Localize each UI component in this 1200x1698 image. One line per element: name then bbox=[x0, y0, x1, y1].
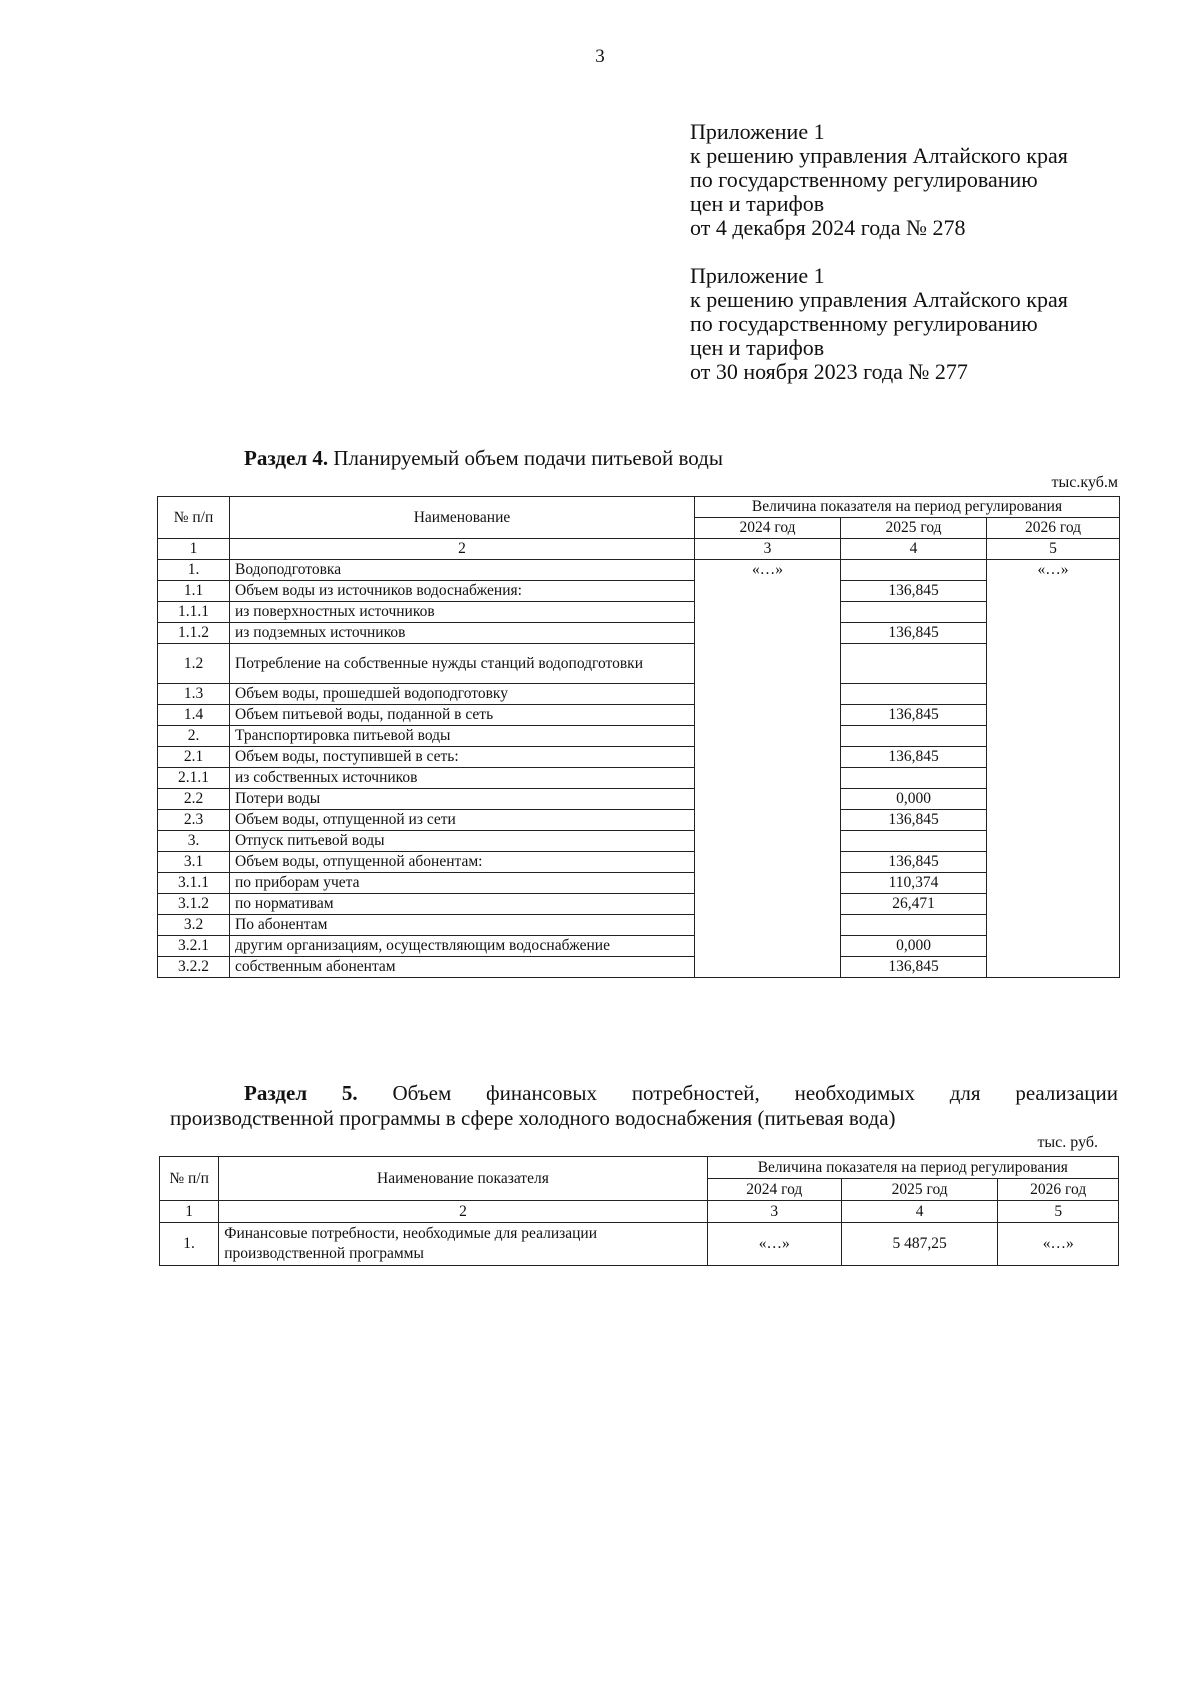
col-number: 5 bbox=[987, 539, 1120, 560]
row-value-2025 bbox=[841, 644, 987, 684]
header-num: № п/п bbox=[158, 497, 230, 539]
header-year-2024: 2024 год bbox=[707, 1179, 841, 1201]
col-number: 3 bbox=[695, 539, 841, 560]
section-5-title-line2: производственной программы в сфере холодного водоснабжения (питьевая вода) bbox=[170, 1106, 896, 1130]
col-number: 2 bbox=[219, 1201, 707, 1223]
appendix-line: по государственному регулированию bbox=[690, 167, 1038, 192]
section-5-title bbox=[170, 1081, 1118, 1131]
col-number: 1 bbox=[160, 1201, 219, 1223]
row-name: Объем воды, отпущенной из сети bbox=[230, 810, 695, 831]
row-number: 1. bbox=[160, 1223, 219, 1266]
row-value-2025: 136,845 bbox=[841, 581, 987, 602]
row-name: Потребление на собственные нужды станций водоподготовки bbox=[230, 644, 695, 684]
row-name: по нормативам bbox=[230, 894, 695, 915]
row-value-2025 bbox=[841, 602, 987, 623]
appendix-line: к решению управления Алтайского края bbox=[690, 143, 1068, 168]
header-num: № п/п bbox=[160, 1157, 219, 1201]
table-row bbox=[158, 936, 1120, 957]
row-number: 1. bbox=[158, 560, 230, 581]
row-number: 1.1 bbox=[158, 581, 230, 602]
row-value-2025: 136,845 bbox=[841, 810, 987, 831]
row-number: 1.1.1 bbox=[158, 602, 230, 623]
appendix-line: цен и тарифов bbox=[690, 335, 825, 360]
col-number: 1 bbox=[158, 539, 230, 560]
appendix-header-previous bbox=[690, 264, 1160, 384]
row-value-2025: 136,845 bbox=[841, 747, 987, 768]
row-name: собственным абонентам bbox=[230, 957, 695, 978]
appendix-line: от 30 ноября 2023 года № 277 bbox=[690, 359, 968, 384]
row-number: 1.3 bbox=[158, 684, 230, 705]
row-number: 3.1.1 bbox=[158, 873, 230, 894]
row-name: Транспортировка питьевой воды bbox=[230, 726, 695, 747]
row-name: по приборам учета bbox=[230, 873, 695, 894]
row-value-2025: 0,000 bbox=[841, 936, 987, 957]
section-4-unit: тыс.куб.м bbox=[1051, 474, 1118, 491]
header-period: Величина показателя на период регулирования bbox=[695, 497, 1120, 518]
header-year-2024: 2024 год bbox=[695, 518, 841, 539]
water-volume-table bbox=[157, 496, 1120, 978]
table-row bbox=[158, 873, 1120, 894]
col-number: 4 bbox=[841, 1201, 997, 1223]
row-value-2024: «…» bbox=[695, 560, 841, 978]
row-number: 2.2 bbox=[158, 789, 230, 810]
table-row bbox=[158, 747, 1120, 768]
row-value-2026: «…» bbox=[987, 560, 1120, 978]
header-period: Величина показателя на период регулирования bbox=[707, 1157, 1118, 1179]
row-name: Объем воды, отпущенной абонентам: bbox=[230, 852, 695, 873]
table-row bbox=[158, 644, 1120, 684]
row-value-2025: 136,845 bbox=[841, 852, 987, 873]
row-number: 1.2 bbox=[158, 644, 230, 684]
section-4-label: Раздел 4. bbox=[244, 446, 329, 470]
table-row bbox=[158, 726, 1120, 747]
table-row bbox=[158, 560, 1120, 581]
row-value-2025 bbox=[841, 831, 987, 852]
row-name: из поверхностных источников bbox=[230, 602, 695, 623]
page-number: 3 bbox=[595, 46, 605, 67]
table-row bbox=[158, 684, 1120, 705]
section-5-label: Раздел 5. bbox=[244, 1081, 358, 1105]
row-name: По абонентам bbox=[230, 915, 695, 936]
section-5-title-line1: Объем финансовых потребностей, необходимых для реализации bbox=[392, 1081, 1118, 1105]
header-year-2026: 2026 год bbox=[998, 1179, 1119, 1201]
table-row bbox=[158, 831, 1120, 852]
appendix-line: Приложение 1 bbox=[690, 263, 825, 288]
financial-needs-table bbox=[159, 1156, 1119, 1266]
row-value-2025: 136,845 bbox=[841, 957, 987, 978]
col-number: 3 bbox=[707, 1201, 841, 1223]
table-row bbox=[158, 705, 1120, 726]
row-number: 2. bbox=[158, 726, 230, 747]
row-number: 3.1 bbox=[158, 852, 230, 873]
row-name: Объем воды из источников водоснабжения: bbox=[230, 581, 695, 602]
appendix-line: цен и тарифов bbox=[690, 191, 825, 216]
row-name: Потери воды bbox=[230, 789, 695, 810]
header-name: Наименование показателя bbox=[219, 1157, 707, 1201]
table-row bbox=[158, 894, 1120, 915]
row-number: 1.4 bbox=[158, 705, 230, 726]
row-value-2024: «…» bbox=[707, 1223, 841, 1266]
header-name: Наименование bbox=[230, 497, 695, 539]
row-number: 2.3 bbox=[158, 810, 230, 831]
row-name: Отпуск питьевой воды bbox=[230, 831, 695, 852]
row-name: Объем воды, поступившей в сеть: bbox=[230, 747, 695, 768]
row-value-2025: 5 487,25 bbox=[841, 1223, 997, 1266]
row-value-2025: 136,845 bbox=[841, 705, 987, 726]
row-value-2025 bbox=[841, 768, 987, 789]
col-number: 4 bbox=[841, 539, 987, 560]
header-year-2025: 2025 год bbox=[841, 1179, 997, 1201]
row-name: Водоподготовка bbox=[230, 560, 695, 581]
table-row bbox=[158, 602, 1120, 623]
table-row bbox=[160, 1223, 1119, 1266]
table-row bbox=[158, 581, 1120, 602]
row-number: 1.1.2 bbox=[158, 623, 230, 644]
table-row bbox=[158, 810, 1120, 831]
section-4-title bbox=[244, 446, 723, 471]
row-number: 3.2.1 bbox=[158, 936, 230, 957]
appendix-line: от 4 декабря 2024 года № 278 bbox=[690, 215, 966, 240]
col-number: 2 bbox=[230, 539, 695, 560]
row-value-2025: 110,374 bbox=[841, 873, 987, 894]
row-value-2025: 136,845 bbox=[841, 623, 987, 644]
row-number: 3.2 bbox=[158, 915, 230, 936]
row-name: из подземных источников bbox=[230, 623, 695, 644]
row-number: 3.1.2 bbox=[158, 894, 230, 915]
appendix-line: Приложение 1 bbox=[690, 119, 825, 144]
table-row bbox=[158, 852, 1120, 873]
row-name: Объем питьевой воды, поданной в сеть bbox=[230, 705, 695, 726]
row-number: 3.2.2 bbox=[158, 957, 230, 978]
section-5-unit: тыс. руб. bbox=[1037, 1134, 1098, 1151]
row-name: из собственных источников bbox=[230, 768, 695, 789]
row-name: другим организациям, осуществляющим водоснабжение bbox=[230, 936, 695, 957]
row-name: Объем воды, прошедшей водоподготовку bbox=[230, 684, 695, 705]
appendix-line: к решению управления Алтайского края bbox=[690, 287, 1068, 312]
appendix-line: по государственному регулированию bbox=[690, 311, 1038, 336]
row-value-2025: 26,471 bbox=[841, 894, 987, 915]
table-row bbox=[158, 768, 1120, 789]
table-row bbox=[158, 957, 1120, 978]
row-value-2025 bbox=[841, 684, 987, 705]
row-value-2025: 0,000 bbox=[841, 789, 987, 810]
row-value-2026: «…» bbox=[998, 1223, 1119, 1266]
header-year-2025: 2025 год bbox=[841, 518, 987, 539]
header-year-2026: 2026 год bbox=[987, 518, 1120, 539]
table-row bbox=[158, 789, 1120, 810]
row-value-2025 bbox=[841, 560, 987, 581]
table-row bbox=[158, 623, 1120, 644]
row-name: Финансовые потребности, необходимые для реализации производственной программы bbox=[219, 1223, 707, 1266]
row-number: 3. bbox=[158, 831, 230, 852]
row-number: 2.1 bbox=[158, 747, 230, 768]
row-number: 2.1.1 bbox=[158, 768, 230, 789]
table-row bbox=[158, 915, 1120, 936]
row-value-2025 bbox=[841, 915, 987, 936]
col-number: 5 bbox=[998, 1201, 1119, 1223]
appendix-header-current bbox=[690, 120, 1160, 240]
section-4-title-text: Планируемый объем подачи питьевой воды bbox=[333, 446, 723, 470]
row-value-2025 bbox=[841, 726, 987, 747]
